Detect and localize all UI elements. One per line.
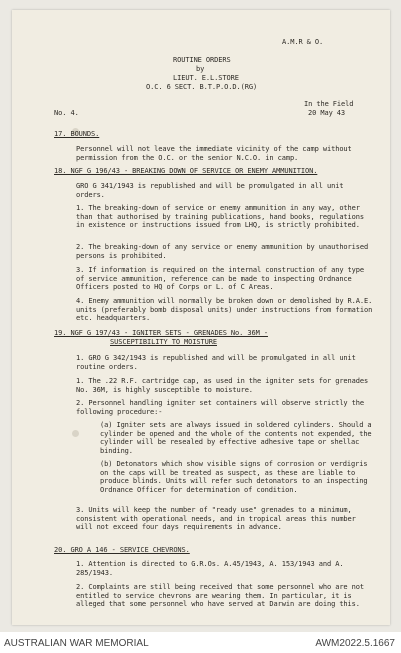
place: In the Field [304, 100, 354, 108]
item-20-paragraph: 1. Attention is directed to G.R.Os. A.45/1943, A. 153/1943 and A. 285/1943. [76, 560, 344, 577]
footer-bar [0, 632, 401, 653]
item-17-paragraph: Personnel will not leave the immediate vicinity of the camp without permission from the O.C. or the senior N.C.O. in camp. [76, 145, 352, 162]
title-line-4: O.C. 6 SECT. B.T.P.O.D.(RG) [146, 83, 258, 91]
item-18-paragraph: 3. If information is required on the internal construction of any type of service ammunition, reference can be made to inspecting Ordnance Officers posted to HQ of Corps or L. of C Areas. [76, 266, 365, 292]
item-19-paragraph: 2. Personnel handling igniter set containers will observe strictly the following procedure:- [76, 399, 365, 416]
item-18-paragraph: 4. Enemy ammunition will normally be broken down or demolished by R.A.E. units (preferably bomb disposal units) under instructions from formation etc. headquarters. [76, 297, 373, 323]
item-19-subparagraph: (a) Igniter sets are always issued in soldered cylinders. Should a cylinder be opened and the whole of the contents not expended, the cylinder will be resealed by effective adhesive tape or shellac binding. [100, 421, 372, 455]
accession-number: AWM2022.5.1667 [315, 638, 395, 649]
date: 20 May 43 [308, 109, 346, 117]
classification-mark: A.M.R & O. [282, 38, 324, 46]
item-19-paragraph: 3. Units will keep the number of "ready use" grenades to a minimum, consistent with operational needs, and in tropical areas this number will not exceed four days requirements in advance. [76, 506, 356, 532]
punch-hole [72, 430, 79, 437]
item-19-heading-cont: SUSCEPTIBILITY TO MOISTURE [110, 338, 217, 346]
item-18-paragraph: 2. The breaking-down of any service or enemy ammunition by unauthorised persons is prohibited. [76, 243, 369, 260]
item-19-paragraph: 1. The .22 R.F. cartridge cap, as used in the igniter sets for grenades No. 36M, is highly susceptible to moisture. [76, 377, 369, 394]
title-line-3: LIEUT. E.L.STORE [173, 74, 239, 82]
institution-label: AUSTRALIAN WAR MEMORIAL [4, 638, 149, 649]
title-line-2: by [196, 65, 205, 73]
order-number: No. 4. [54, 109, 79, 117]
title-line-1: ROUTINE ORDERS [173, 56, 231, 64]
item-19-heading: 19. NGF G 197/43 - IGNITER SETS - GRENADES No. 36M - [54, 329, 268, 337]
item-18-paragraph: 1. The breaking-down of service or enemy ammunition in any way, other than that authorised by training publications, hand books, regulations in existence or instructions issued from LHQ, is strictly prohibited. [76, 204, 365, 230]
item-18-heading: 18. NGF G 196/43 - BREAKING DOWN OF SERVICE OR ENEMY AMMUNITION. [54, 167, 318, 175]
item-19-subparagraph: (b) Detonators which show visible signs of corrosion or verdigris on the caps will be treated as suspect, as these are liable to produce blinds. Units will refer such detonators to an inspecting Ordnance Officer for determination of condition. [100, 460, 368, 494]
document-page [12, 10, 390, 625]
item-17-heading: 17. BOUNDS. [54, 130, 100, 138]
item-20-heading: 20. GRO A 146 - SERVICE CHEVRONS. [54, 546, 190, 554]
item-20-paragraph: 2. Complaints are still being received that some personnel who are not entitled to service chevrons are wearing them. In particular, it is alleged that some personnel who have served at Darwin are doing this. [76, 583, 365, 609]
item-19-paragraph: 1. GRO G 342/1943 is republished and will be promulgated in all unit routine orders. [76, 354, 356, 371]
item-18-paragraph: GRO G 341/1943 is republished and will be promulgated in all unit orders. [76, 182, 344, 199]
